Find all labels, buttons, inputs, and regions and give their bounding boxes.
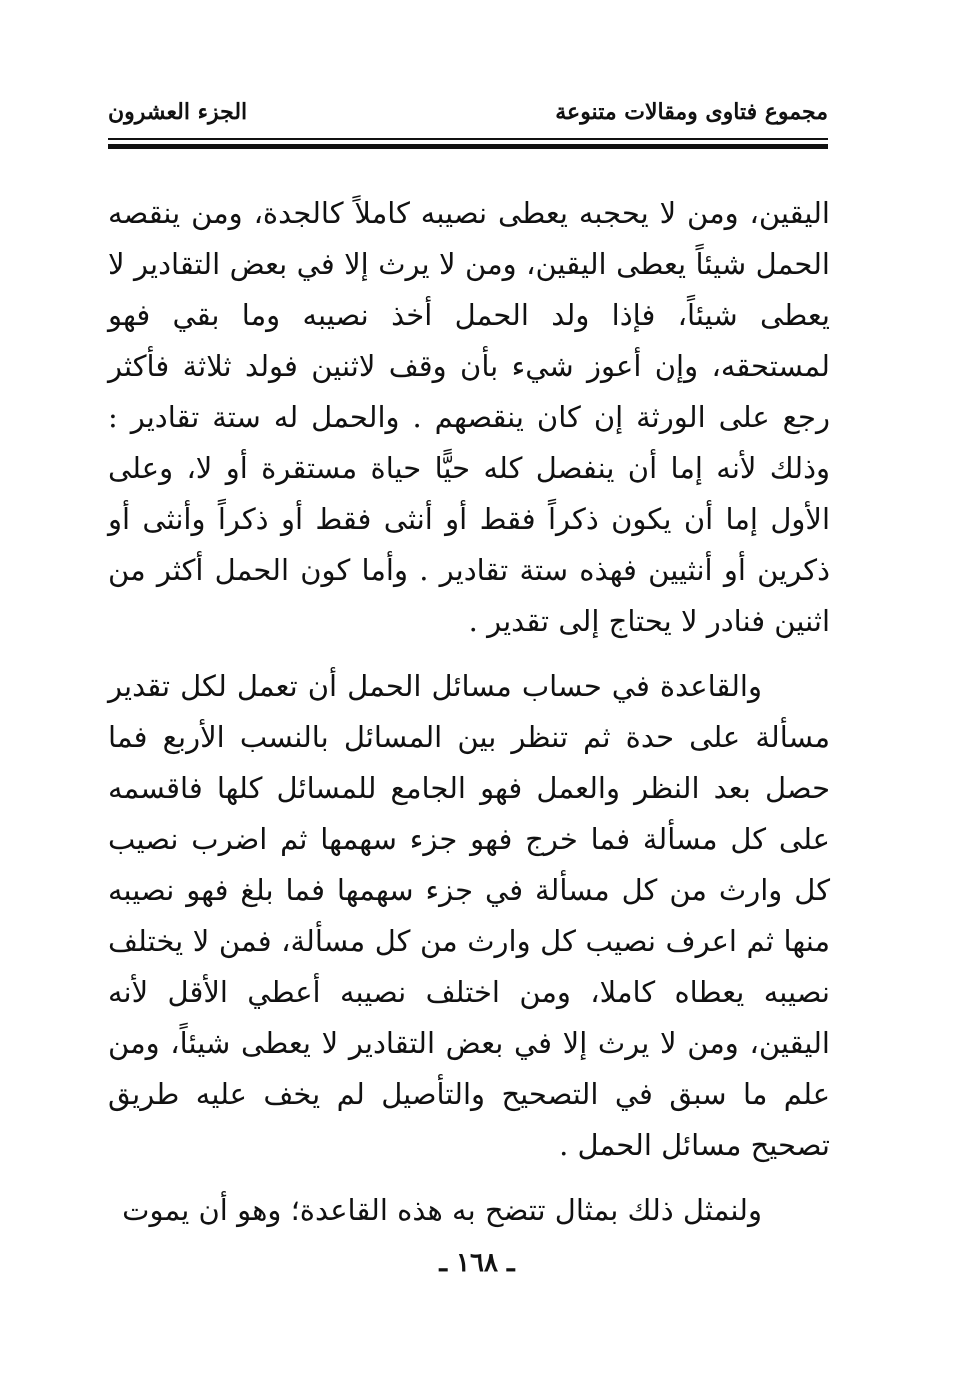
book-title: مجموع فتاوى ومقالات متنوعة [555,99,828,125]
volume-label: الجزء العشرون [108,99,248,125]
page-number: ـ ١٦٨ ـ [439,1248,515,1278]
header-rule-thin [108,138,828,140]
body-text [108,188,830,1236]
paragraph-3: ولنمثل ذلك بمثال تتضح به هذه القاعدة؛ وهو أن يموت [122,1193,762,1227]
paragraph-1: اليقين، ومن لا يحجبه يعطى نصيبه كاملاً كالجدة، ومن ينقصه الحمل شيئاً يعطى اليقين، ومن لا يرث إلا في بعض التقادير لا يعطى شيئاً، فإذا ولد الحمل أخذ نصيبه وما بقي فهو لمستحقه، وإن أعوز شيء بأن وقف لاثنين فولد ثلاثة فأكثر رجع على الورثة إن كان ينقصهم . والحمل له ستة تقادير : وذلك لأنه إما أن ينفصل كله حيًّا حياة مستقرة أو لا، وعلى الأول إما أن يكون ذكراً فقط أو أنثى فقط أو ذكراً وأنثى أو ذكرين أو أنثيين فهذه ستة تقادير . وأما كون الحمل أكثر من اثنين فنادر لا يحتاج إلى تقدير . [108,196,830,638]
header-rule-thick [108,144,828,149]
paragraph-2: والقاعدة في حساب مسائل الحمل أن تعمل لكل تقدير مسألة على حدة ثم تنظر بين المسائل بالنسب الأربع فما حصل بعد النظر والعمل فهو الجامع للمسائل كلها فاقسمه على كل مسألة فما خرج فهو جزء سهمها ثم اضرب نصيب كل وارث من كل مسألة في جزء سهمها فما بلغ فهو نصيبه منها ثم اعرف نصيب كل وارث من كل مسألة، فمن لا يختلف نصيبه يعطاه كاملا، ومن اختلف نصيبه أعطي الأقل لأنه اليقين، ومن لا يرث إلا في بعض التقادير لا يعطى شيئاً، ومن علم ما سبق في التصحيح والتأصيل لم يخف عليه طريق تصحيح مسائل الحمل . [108,669,830,1162]
running-header [108,92,828,132]
